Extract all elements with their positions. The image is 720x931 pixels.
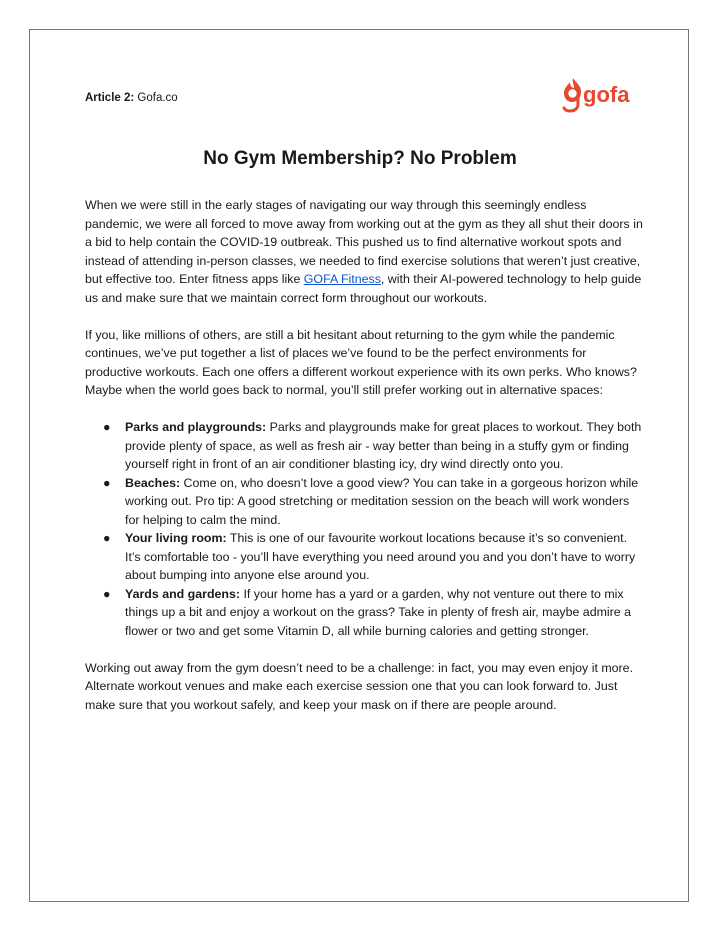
article-body: [85, 196, 645, 733]
workout-locations-list: [85, 418, 645, 640]
gofa-logo: [561, 74, 641, 114]
article-header: [85, 92, 178, 104]
list-item-text: This is one of our favourite workout locations because it’s so convenient. It’s comfortable too - you’ll have everything you need around you and you don’t have to worry about bumping into anyone else around you.: [125, 531, 636, 582]
conclusion-paragraph: Working out away from the gym doesn’t need to be a challenge: in fact, you may even enjoy it more. Alternate workout venues and make each exercise session one that you can look forward to. Just make sure that you workout safely, and keep your mask on if there are people around.: [85, 660, 634, 712]
logo-wordmark: gofa: [583, 82, 630, 107]
list-item: [103, 529, 645, 585]
places-paragraph: If you, like millions of others, are still a bit hesitant about returning to the gym while the pandemic continues, we’ve put together a list of places we’ve found to be the perfect environments for productive workouts. Each one offers a different workout experience with its own perks. Who knows? Maybe when the world goes back to normal, you’ll still prefer working out in alternative spaces:: [85, 327, 637, 397]
list-item-text: If your home has a yard or a garden, why not venture out there to mix things up a bit and enjoy a workout on the grass? Take in plenty of fresh air, maybe admire a flower or two and get some Vitamin D, all while burning calories and getting stronger.: [125, 586, 632, 638]
list-item-term: Your living room:: [125, 531, 227, 545]
list-item-term: Beaches:: [125, 475, 181, 490]
article-label: Article 2:: [85, 92, 135, 104]
bullet-icon: ●: [103, 586, 111, 601]
gofa-fitness-link[interactable]: GOFA Fitness: [303, 272, 381, 286]
bullet-icon: ●: [103, 475, 111, 490]
list-item: [103, 474, 645, 530]
intro-paragraph: When we were still in the early stages of navigating our way through this seemingly endless pandemic, we were all forced to move away from working out at the gym as they all shut their doors in a bid to help contain the COVID-19 outbreak. This pushed us to find alternative workout spots and instead of attending in-person classes, we needed to find exercise solutions that weren’t just creative, but effective too. Enter fitness apps like GOFA Fitness, with their AI-powered technology to help guide us and make sure that we maintain correct form throughout our workouts.: [85, 198, 643, 305]
list-item: [103, 585, 645, 641]
list-item: [103, 418, 645, 474]
article-source: Gofa.co: [137, 92, 178, 104]
list-item-text: Parks and playgrounds make for great places to workout. They both provide plenty of space, as well as fresh air - way better than being in a stuffy gym or finding yourself right in front of an air conditioner blasting icy, dry wind directly onto you.: [125, 420, 642, 471]
article-title: No Gym Membership? No Problem: [203, 148, 517, 169]
list-item-term: Yards and gardens:: [125, 586, 240, 601]
bullet-icon: ●: [103, 531, 111, 545]
document-page: [29, 29, 689, 902]
bullet-icon: ●: [103, 420, 111, 434]
flame-g-icon: [561, 74, 641, 114]
list-item-text: Come on, who doesn’t love a good view? You can take in a gorgeous horizon while working out. Pro tip: A good stretching or meditation session on the beach will work wonders for helping to calm the mind.: [125, 475, 639, 527]
list-item-term: Parks and playgrounds:: [125, 420, 267, 434]
